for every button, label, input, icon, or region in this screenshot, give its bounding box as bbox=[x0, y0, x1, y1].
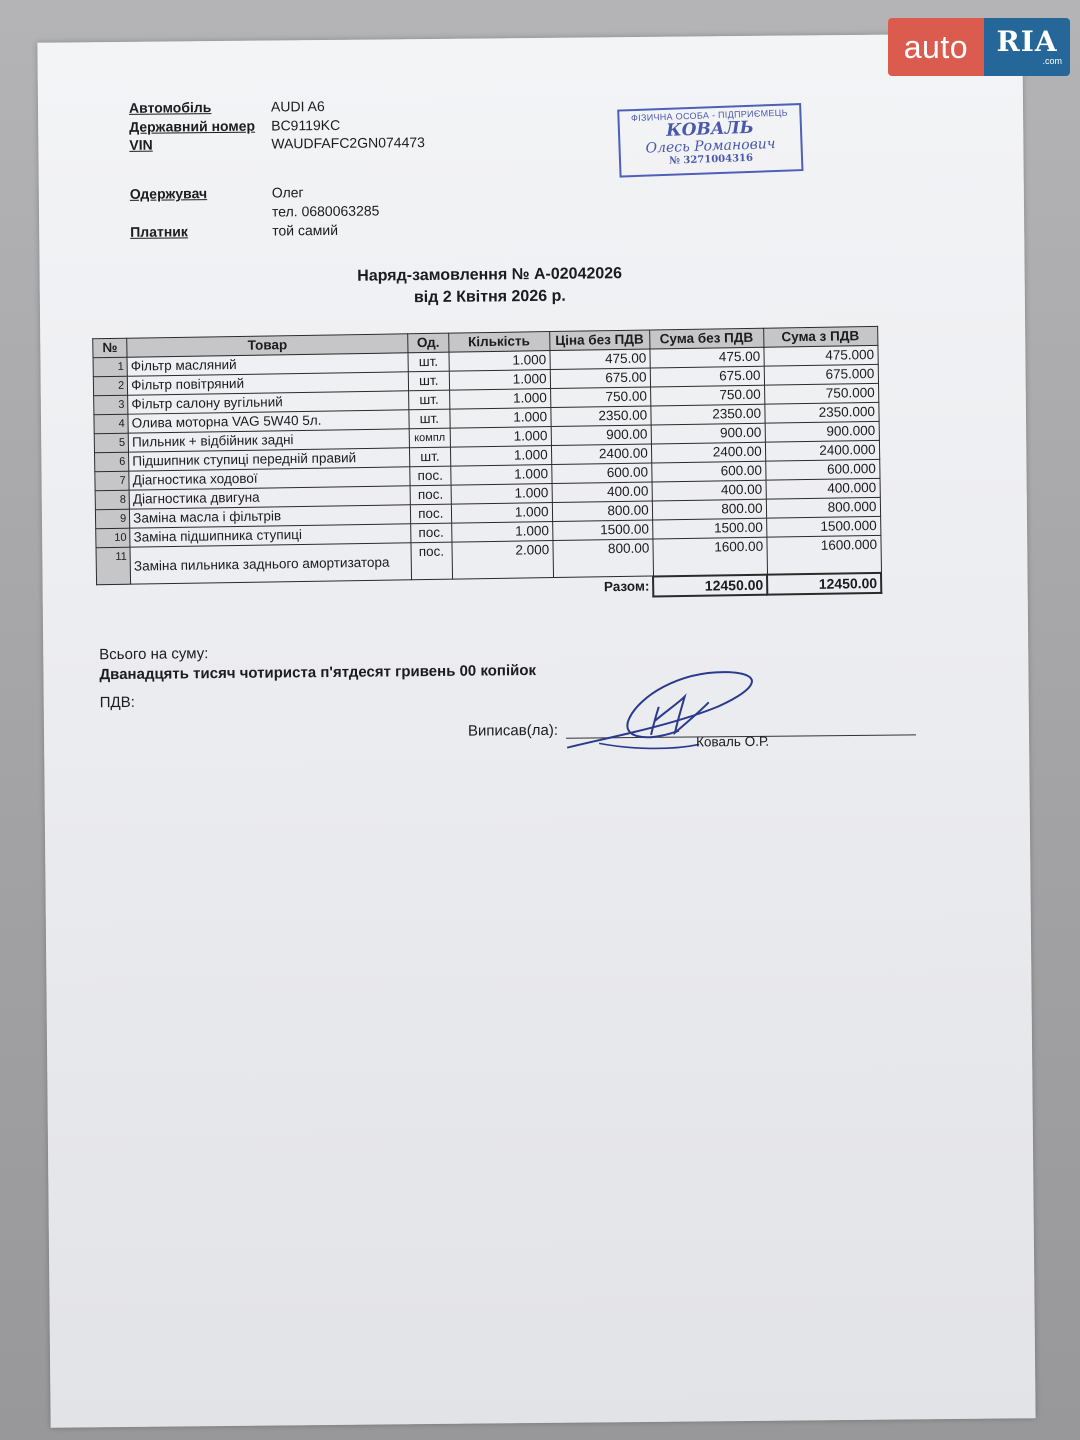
col-header-sum: Сума без ПДВ bbox=[649, 328, 763, 349]
watermark-auto-text: auto bbox=[888, 18, 984, 76]
row-sum-vat: 900.000 bbox=[765, 421, 879, 442]
row-unit: шт. bbox=[408, 352, 449, 372]
document-date: від 2 Квітня 2026 р. bbox=[413, 287, 566, 307]
recipient-phone: тел. 0680063285 bbox=[271, 202, 380, 220]
row-item: Фільтр повітряний bbox=[128, 372, 409, 395]
row-item: Заміна масла і фільтрів bbox=[130, 505, 411, 528]
row-number: 10 bbox=[96, 528, 130, 548]
row-number: 11 bbox=[96, 547, 131, 585]
row-item: Фільтр салону вугільний bbox=[128, 391, 409, 414]
row-quantity: 1.000 bbox=[451, 503, 552, 524]
col-header-price: Ціна без ПДВ bbox=[549, 330, 649, 351]
row-sum-vat: 675.000 bbox=[764, 364, 878, 385]
row-sum-vat: 1600.000 bbox=[767, 535, 881, 574]
row-unit: пос. bbox=[410, 466, 451, 486]
stamp-line-3: Олесь Романович bbox=[645, 135, 776, 157]
row-unit: шт. bbox=[408, 371, 449, 391]
watermark-ria-text: RIA bbox=[996, 25, 1058, 58]
row-unit: компл bbox=[409, 428, 450, 448]
row-quantity: 1.000 bbox=[450, 427, 551, 448]
row-item: Олива моторна VAG 5W40 5л. bbox=[128, 410, 409, 433]
row-quantity: 1.000 bbox=[450, 408, 551, 429]
document-title: Наряд-замовлення № А-02042026 bbox=[357, 265, 623, 285]
row-sum-vat: 800.000 bbox=[766, 497, 880, 518]
items-table bbox=[92, 326, 882, 606]
row-quantity: 1.000 bbox=[451, 522, 552, 543]
total-sum-vat: 12450.00 bbox=[767, 572, 881, 594]
vat-label: ПДВ: bbox=[99, 693, 135, 712]
row-sum: 2400.00 bbox=[651, 442, 765, 463]
company-stamp bbox=[617, 103, 803, 178]
signer-name: Коваль О.Р. bbox=[696, 733, 770, 750]
row-price: 900.00 bbox=[551, 425, 651, 446]
row-item: Підшипник ступиці передній правий bbox=[129, 448, 410, 471]
row-number: 9 bbox=[95, 509, 129, 529]
col-header-item: Товар bbox=[127, 334, 408, 357]
row-price: 2350.00 bbox=[550, 406, 650, 427]
row-sum-vat: 750.000 bbox=[764, 383, 878, 404]
row-sum: 800.00 bbox=[652, 499, 766, 520]
issuer-label: Виписав(ла): bbox=[467, 721, 559, 740]
plate-value: BC9119KC bbox=[271, 116, 341, 134]
row-sum: 675.00 bbox=[650, 366, 764, 387]
row-sum-vat: 2400.000 bbox=[765, 440, 879, 461]
row-sum-vat: 600.000 bbox=[765, 459, 879, 480]
row-number: 5 bbox=[94, 433, 128, 453]
sum-in-words: Дванадцять тисяч чотириста п'ятдесят гривень 00 копійок bbox=[99, 662, 537, 684]
row-sum-vat: 2350.000 bbox=[764, 402, 878, 423]
col-header-number: № bbox=[93, 338, 127, 358]
row-unit: пос. bbox=[410, 485, 451, 505]
col-header-sum-vat: Сума з ПДВ bbox=[763, 326, 877, 347]
watermark-ria-block bbox=[984, 18, 1070, 76]
row-unit: пос. bbox=[411, 523, 452, 543]
row-unit: шт. bbox=[409, 390, 450, 410]
row-item: Діагностика ходової bbox=[129, 467, 410, 490]
row-unit: шт. bbox=[409, 409, 450, 429]
autoria-watermark bbox=[888, 18, 1070, 76]
total-sum: 12450.00 bbox=[653, 574, 767, 596]
row-price: 800.00 bbox=[553, 539, 654, 578]
row-unit: пос. bbox=[411, 542, 452, 580]
row-sum-vat: 475.000 bbox=[764, 345, 878, 366]
row-item: Заміна підшипника ступиці bbox=[130, 524, 411, 547]
row-sum: 600.00 bbox=[651, 461, 765, 482]
row-price: 750.00 bbox=[550, 387, 650, 408]
row-sum: 2350.00 bbox=[651, 404, 765, 425]
stamp-line-4: № 3271004316 bbox=[668, 152, 754, 167]
row-sum: 400.00 bbox=[652, 480, 766, 501]
row-price: 1500.00 bbox=[552, 520, 652, 541]
row-sum: 900.00 bbox=[651, 423, 765, 444]
vin-value: WAUDFAFC2GN074473 bbox=[271, 134, 425, 152]
row-quantity: 2.000 bbox=[452, 541, 553, 580]
row-sum-vat: 400.000 bbox=[766, 478, 880, 499]
total-label: Разом: bbox=[603, 578, 650, 594]
row-price: 800.00 bbox=[552, 501, 652, 522]
row-price: 475.00 bbox=[550, 349, 650, 370]
row-quantity: 1.000 bbox=[449, 351, 550, 372]
row-number: 1 bbox=[93, 357, 127, 377]
row-price: 675.00 bbox=[550, 368, 650, 389]
row-item: Пильник + відбійник задні bbox=[128, 429, 409, 452]
row-sum: 1600.00 bbox=[653, 537, 767, 576]
row-number: 3 bbox=[94, 395, 128, 415]
vin-label: VIN bbox=[129, 136, 153, 153]
row-item: Діагностика двигуна bbox=[129, 486, 410, 509]
row-number: 6 bbox=[95, 452, 129, 472]
plate-label: Державний номер bbox=[129, 117, 256, 135]
watermark-domain-text: .com bbox=[1042, 56, 1062, 66]
row-sum: 750.00 bbox=[650, 385, 764, 406]
row-number: 2 bbox=[93, 376, 127, 396]
row-price: 2400.00 bbox=[551, 444, 651, 465]
stamp-line-2: КОВАЛЬ bbox=[665, 117, 755, 141]
row-number: 8 bbox=[95, 490, 129, 510]
recipient-label: Одержувач bbox=[129, 185, 208, 202]
row-item: Фільтр масляний bbox=[127, 353, 408, 376]
col-header-unit: Од. bbox=[408, 333, 449, 353]
payer-value: той самий bbox=[272, 221, 339, 239]
row-number: 7 bbox=[95, 471, 129, 491]
row-quantity: 1.000 bbox=[451, 484, 552, 505]
document-sheet bbox=[37, 33, 1035, 1427]
row-price: 600.00 bbox=[551, 463, 651, 484]
row-unit: пос. bbox=[410, 504, 451, 524]
row-quantity: 1.000 bbox=[451, 465, 552, 486]
row-quantity: 1.000 bbox=[449, 389, 550, 410]
row-item: Заміна пильника заднього амортизатора bbox=[130, 543, 411, 584]
row-quantity: 1.000 bbox=[450, 446, 551, 467]
row-unit: шт. bbox=[409, 447, 450, 467]
car-value: AUDI A6 bbox=[270, 98, 325, 115]
row-sum-vat: 1500.000 bbox=[766, 516, 880, 537]
stamp-line-1: ФІЗИЧНА ОСОБА - ПІДПРИЄМЕЦЬ bbox=[630, 107, 789, 124]
row-number: 4 bbox=[94, 414, 128, 434]
col-header-quantity: Кількість bbox=[448, 332, 549, 353]
sum-label: Всього на суму: bbox=[99, 645, 209, 664]
row-quantity: 1.000 bbox=[449, 370, 550, 391]
row-sum: 475.00 bbox=[650, 347, 764, 368]
payer-label: Платник bbox=[130, 223, 188, 240]
row-price: 400.00 bbox=[552, 482, 652, 503]
row-sum: 1500.00 bbox=[652, 518, 766, 539]
recipient-name: Олег bbox=[271, 184, 304, 201]
car-label: Автомобіль bbox=[128, 99, 212, 116]
